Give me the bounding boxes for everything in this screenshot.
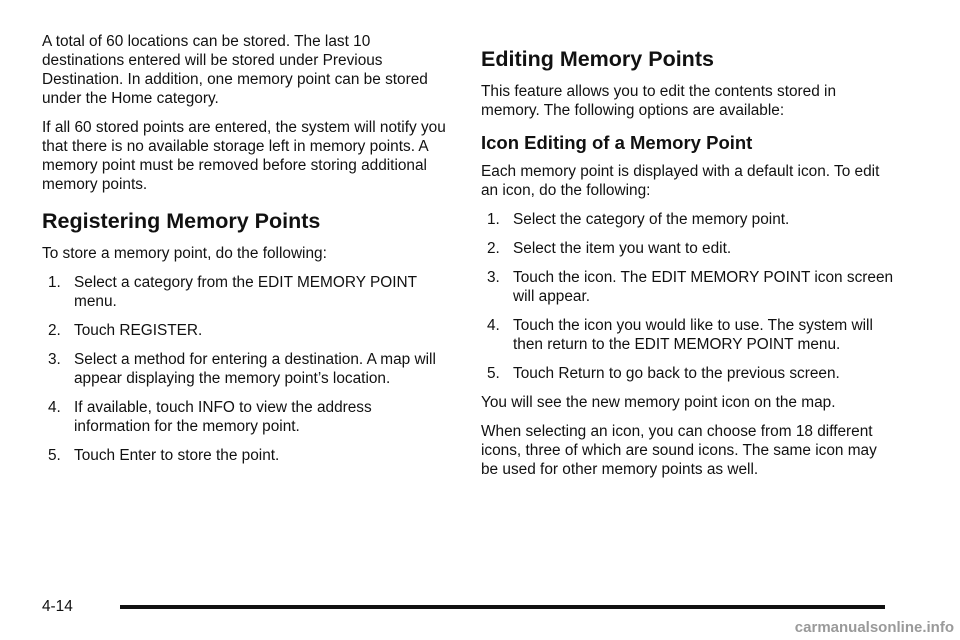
page-footer — [42, 597, 887, 621]
list-item — [42, 273, 452, 311]
step-text: Select a category from the EDIT MEMORY POINT menu. — [74, 274, 417, 310]
step-number: 4. — [487, 317, 500, 334]
registering-intro: To store a memory point, do the following: — [42, 245, 327, 262]
after-paragraph-1: You will see the new memory point icon on the map. — [481, 394, 836, 411]
section-heading-editing: Editing Memory Points — [481, 47, 714, 71]
step-number: 5. — [487, 365, 500, 382]
icon-editing-steps — [481, 210, 896, 383]
step-text: Touch the icon. The EDIT MEMORY POINT icon screen will appear. — [513, 269, 894, 305]
after-paragraph-2: When selecting an icon, you can choose from 18 different icons, three of which are sound icons. The same icon may be used for other memory points as well. — [481, 423, 877, 478]
section-heading-registering: Registering Memory Points — [42, 209, 321, 233]
step-number: 1. — [487, 211, 500, 228]
step-text: Select the category of the memory point. — [513, 211, 790, 228]
right-column — [481, 32, 896, 489]
list-item — [481, 239, 896, 258]
footer-rule — [120, 605, 885, 609]
intro-paragraph-2: If all 60 stored points are entered, the system will notify you that there is no available storage left in memory points. A memory point must be removed before storing additional memory points. — [42, 119, 446, 193]
step-number: 2. — [487, 240, 500, 257]
icon-editing-intro: Each memory point is displayed with a default icon. To edit an icon, do the following: — [481, 163, 880, 199]
step-text: Touch Return to go back to the previous screen. — [513, 365, 840, 382]
list-item — [42, 398, 452, 436]
step-number: 2. — [48, 322, 61, 339]
watermark-logo: carmanualsonline.info — [794, 619, 954, 636]
list-item — [42, 321, 452, 340]
step-text: Select a method for entering a destination. A map will appear displaying the memory point’s location. — [74, 351, 436, 387]
list-item — [42, 446, 452, 465]
list-item — [481, 210, 896, 229]
step-text: Select the item you want to edit. — [513, 240, 732, 257]
list-item — [42, 350, 452, 388]
step-text: Touch the icon you would like to use. The system will then return to the EDIT MEMORY POINT menu. — [513, 317, 873, 353]
page-number: 4-14 — [42, 598, 73, 615]
step-number: 1. — [48, 274, 61, 291]
editing-intro: This feature allows you to edit the contents stored in memory. The following options are available: — [481, 83, 837, 119]
registering-steps — [42, 273, 452, 465]
step-text: If available, touch INFO to view the address information for the memory point. — [74, 399, 372, 435]
intro-paragraph-1: A total of 60 locations can be stored. The last 10 destinations entered will be stored under Previous Destination. In addition, one memory point can be stored under the Home category. — [42, 33, 428, 107]
step-number: 4. — [48, 399, 61, 416]
list-item — [481, 268, 896, 306]
step-text: Touch REGISTER. — [74, 322, 203, 339]
list-item — [481, 364, 896, 383]
left-column — [42, 32, 452, 475]
subsection-heading-icon-editing: Icon Editing of a Memory Point — [481, 132, 753, 153]
step-number: 3. — [48, 351, 61, 368]
step-text: Touch Enter to store the point. — [74, 447, 280, 464]
list-item — [481, 316, 896, 354]
step-number: 5. — [48, 447, 61, 464]
step-number: 3. — [487, 269, 500, 286]
